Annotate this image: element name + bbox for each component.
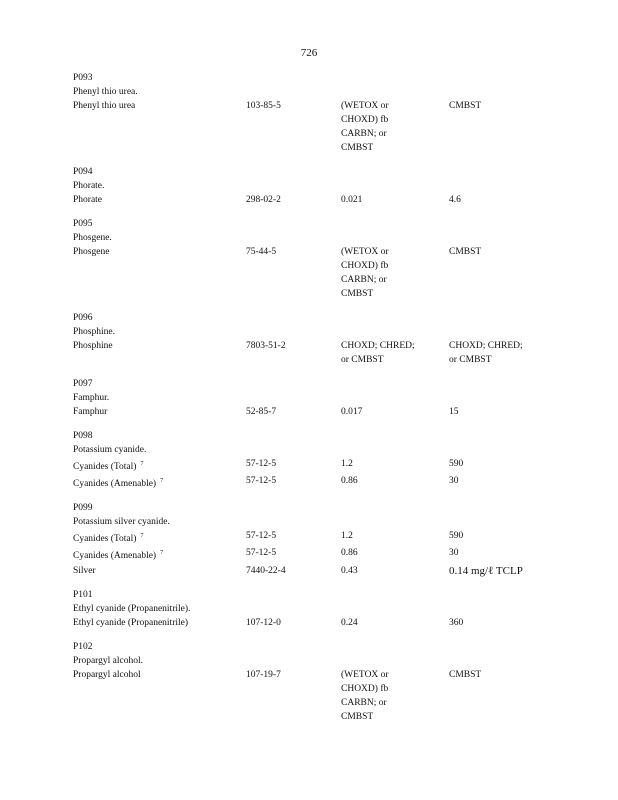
nonwastewater-standard: CMBST [449,101,482,111]
waste-code: P101 [73,589,93,600]
nonwastewater-standard: 0.14 mg/ℓ TCLP [449,564,523,577]
waste-entry [73,501,593,577]
cas-number: 107-19-7 [246,669,281,680]
constituent-cell [73,339,246,353]
constituent-name: Phenyl thio urea [73,101,136,111]
waste-name: Phenyl thio urea. [73,87,138,97]
constituent-row [73,529,593,546]
cas-number: 298-02-2 [246,195,281,205]
waste-entry [73,71,593,155]
constituent-name: Phorate [73,195,103,205]
constituent-row [73,616,593,630]
waste-name: Ethyl cyanide (Propanenitrile). [73,603,191,614]
waste-code: P099 [73,503,93,514]
constituent-row [73,457,593,474]
footnote-marker: 7 [140,461,144,467]
cas-number: 107-12-0 [246,617,281,628]
cas-number: 57-12-5 [246,548,277,559]
constituent-row [73,668,593,724]
nonwastewater-standard: 360 [449,617,464,628]
constituent-name: Phosgene [73,247,110,257]
constituent-name: Cyanides (Amenable) [73,551,157,562]
constituent-cell [73,668,246,682]
waste-entry [73,217,593,301]
page-number: 726 [300,47,318,59]
constituent-cell [73,546,246,563]
waste-entry [73,311,593,367]
waste-name: Phorate. [73,181,105,191]
wastewater-standard: 1.2 [341,459,353,469]
cas-number: 75-44-5 [246,247,277,257]
waste-name: Potassium cyanide. [73,445,147,455]
constituent-cell [73,245,246,259]
wastewater-standard: 0.86 [341,476,358,487]
waste-code-list [73,71,593,734]
constituent-name: Propargyl alcohol [73,669,141,680]
cas-number: 57-12-5 [246,459,277,469]
constituent-cell [73,99,246,113]
constituent-cell [73,457,246,474]
constituent-row [73,564,593,578]
constituent-name: Cyanides (Total) [73,462,137,473]
cas-number: 7440-22-4 [246,565,286,576]
cas-number: 57-12-5 [246,476,277,487]
constituent-cell [73,193,246,207]
waste-entry [73,588,593,630]
constituent-cell [73,564,246,578]
footnote-marker: 7 [140,533,144,540]
constituent-row [73,474,593,491]
footnote-marker: 7 [160,478,164,485]
nonwastewater-standard: CMBST [449,247,482,257]
waste-entry [73,377,593,419]
constituent-row [73,546,593,563]
constituent-cell [73,474,246,491]
wastewater-standard: 0.43 [341,565,358,576]
waste-code: P094 [73,167,93,177]
wastewater-standard: (WETOX or CHOXD) fb CARBN; or CMBST [341,101,389,153]
waste-name: Phosgene. [73,233,112,243]
wastewater-standard: 0.017 [341,407,363,417]
waste-name: Potassium silver cyanide. [73,517,170,528]
wastewater-standard: 0.021 [341,195,363,205]
nonwastewater-standard: 4.6 [449,195,461,205]
constituent-name: Ethyl cyanide (Propanenitrile) [73,617,189,628]
nonwastewater-standard: CHOXD; CHRED; or CMBST [449,341,523,365]
constituent-row [73,339,593,367]
waste-code: P095 [73,219,93,229]
wastewater-standard: CHOXD; CHRED; or CMBST [341,341,415,365]
constituent-name: Famphur [73,407,108,417]
constituent-name: Silver [73,565,96,576]
constituent-row [73,405,593,419]
waste-name: Famphur. [73,393,110,403]
nonwastewater-standard: 15 [449,407,459,417]
cas-number: 103-85-5 [246,101,281,111]
wastewater-standard: (WETOX or CHOXD) fb CARBN; or CMBST [341,247,389,299]
waste-code: P102 [73,641,93,652]
nonwastewater-standard: 30 [449,548,459,559]
waste-code: P098 [73,431,93,441]
waste-entry [73,429,593,491]
constituent-cell [73,616,246,630]
nonwastewater-standard: 590 [449,459,464,469]
nonwastewater-standard: 590 [449,531,464,542]
constituent-name: Cyanides (Amenable) [73,479,157,490]
constituent-row [73,99,593,155]
cas-number: 57-12-5 [246,531,277,542]
waste-name: Phosphine. [73,327,115,337]
constituent-row [73,245,593,301]
nonwastewater-standard: CMBST [449,669,482,680]
constituent-name: Cyanides (Total) [73,534,137,545]
waste-code: P093 [73,73,93,83]
constituent-cell [73,405,246,419]
constituent-name: Phosphine [73,341,113,351]
waste-code: P097 [73,379,93,389]
cas-number: 52-85-7 [246,407,277,417]
nonwastewater-standard: 30 [449,476,459,487]
waste-name: Propargyl alcohol. [73,655,144,666]
wastewater-standard: (WETOX or CHOXD) fb CARBN; or CMBST [341,669,389,722]
waste-entry [73,640,593,724]
wastewater-standard: 1.2 [341,531,353,542]
constituent-row [73,193,593,207]
wastewater-standard: 0.86 [341,548,358,559]
waste-entry [73,165,593,207]
waste-code: P096 [73,313,93,323]
cas-number: 7803-51-2 [246,341,286,351]
wastewater-standard: 0.24 [341,617,358,628]
constituent-cell [73,529,246,546]
footnote-marker: 7 [160,550,164,557]
